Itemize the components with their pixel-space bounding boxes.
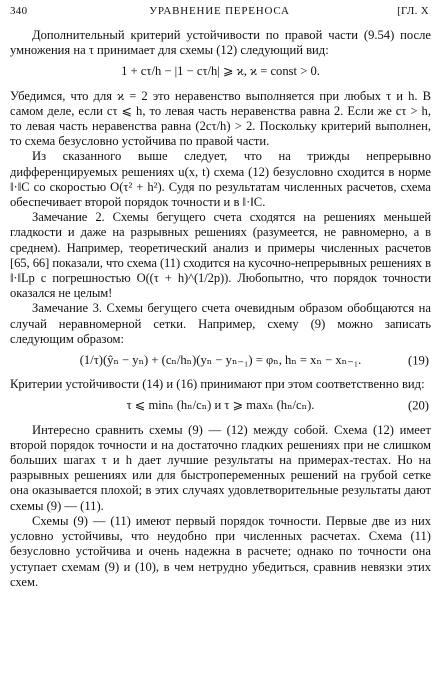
equation-text: τ ⩽ minₙ (hₙ/cₙ) и τ ⩾ maxₙ (hₙ/cₙ). [126,398,315,413]
paragraph: Из сказанного выше следует, что на трижды непрерывно дифференцируемых решениях u(x, t) схема (12) безусловно сходится в норме ‖·‖C со скоростью O(τ² + h²). Судя по результатам численных расчетов, схема обеспечивает второй порядок точности и в ‖·‖C. [10,149,431,210]
paragraph: Интересно сравнить схемы (9) — (12) между собой. Схема (12) имеет второй порядок точности и на достаточно гладких решениях при не слишком больших шагах τ и h дает лучшие результаты на примерах-тестах. Но на разрывных решениях или для быстропеременных решений на грубой сетке она оказывается плохой; в этих случаях удовлетворительные результаты дают схемы (9) — (11). [10,422,431,513]
page-number: 340 [10,5,28,17]
paragraph: Критерии устойчивости (14) и (16) принимают при этом соответственно вид: [10,377,425,392]
equation-number: (20) [408,398,429,413]
equation-text: 1 + cτ/h − |1 − cτ/h| ⩾ ϰ, ϰ = const > 0. [121,64,320,79]
paragraph: Убедимся, что для ϰ = 2 это неравенство выполняется при любых τ и h. В самом деле, если cτ ⩽ h, то левая часть неравенства равна 2. Если же cτ > h, то левая часть неравенства равна (2cτ/h) > 2. Поскольку критерий выполнен, то схема безусловно устойчива по правой части. [10,88,431,149]
page-body [10,28,431,590]
equation-number: (19) [408,353,429,368]
running-title: УРАВНЕНИЕ ПЕРЕНОСА [149,5,290,17]
equation-text: (1/τ)(ŷₙ − yₙ) + (cₙ/hₙ)(yₙ − yₙ₋₁) = φₙ, hₙ = xₙ − xₙ₋₁. [79,353,362,368]
equation-19 [10,353,431,368]
chapter-label: [ГЛ. X [397,5,429,17]
equation [10,64,431,79]
remark-paragraph: Замечание 3. Схемы бегущего счета очевидным образом обобщаются на случай неравномерной сетки. Например, схему (9) можно записать следующим образом: [10,301,431,346]
paragraph: Дополнительный критерий устойчивости по правой части (9.54) после умножения на τ принимает для схемы (12) следующий вид: [10,28,431,58]
equation-20 [10,398,431,413]
paragraph: Схемы (9) — (11) имеют первый порядок точности. Первые две из них условно устойчивы, что неудобно при численных расчетах. Схема (11) безусловно устойчива и очень надежна в расчете; однако по точности она уступает схемам (9) и (10), в чем нетрудно убедиться, сравнив невязки этих схем. [10,513,431,589]
remark-paragraph: Замечание 2. Схемы бегущего счета сходятся на решениях меньшей гладкости и даже на разрывных решениях (разумеется, не равномерно, а в среднем). Например, теоретический анализ и примеры численных расчетов [65, 66] показали, что схема (11) сходится на кусочно-непрерывных решениях в ‖·‖Lp с погрешностью O((τ + h)^(1/2p)). Любопытно, что порядок точности оказался не целым! [10,210,431,301]
page-header [10,4,429,18]
